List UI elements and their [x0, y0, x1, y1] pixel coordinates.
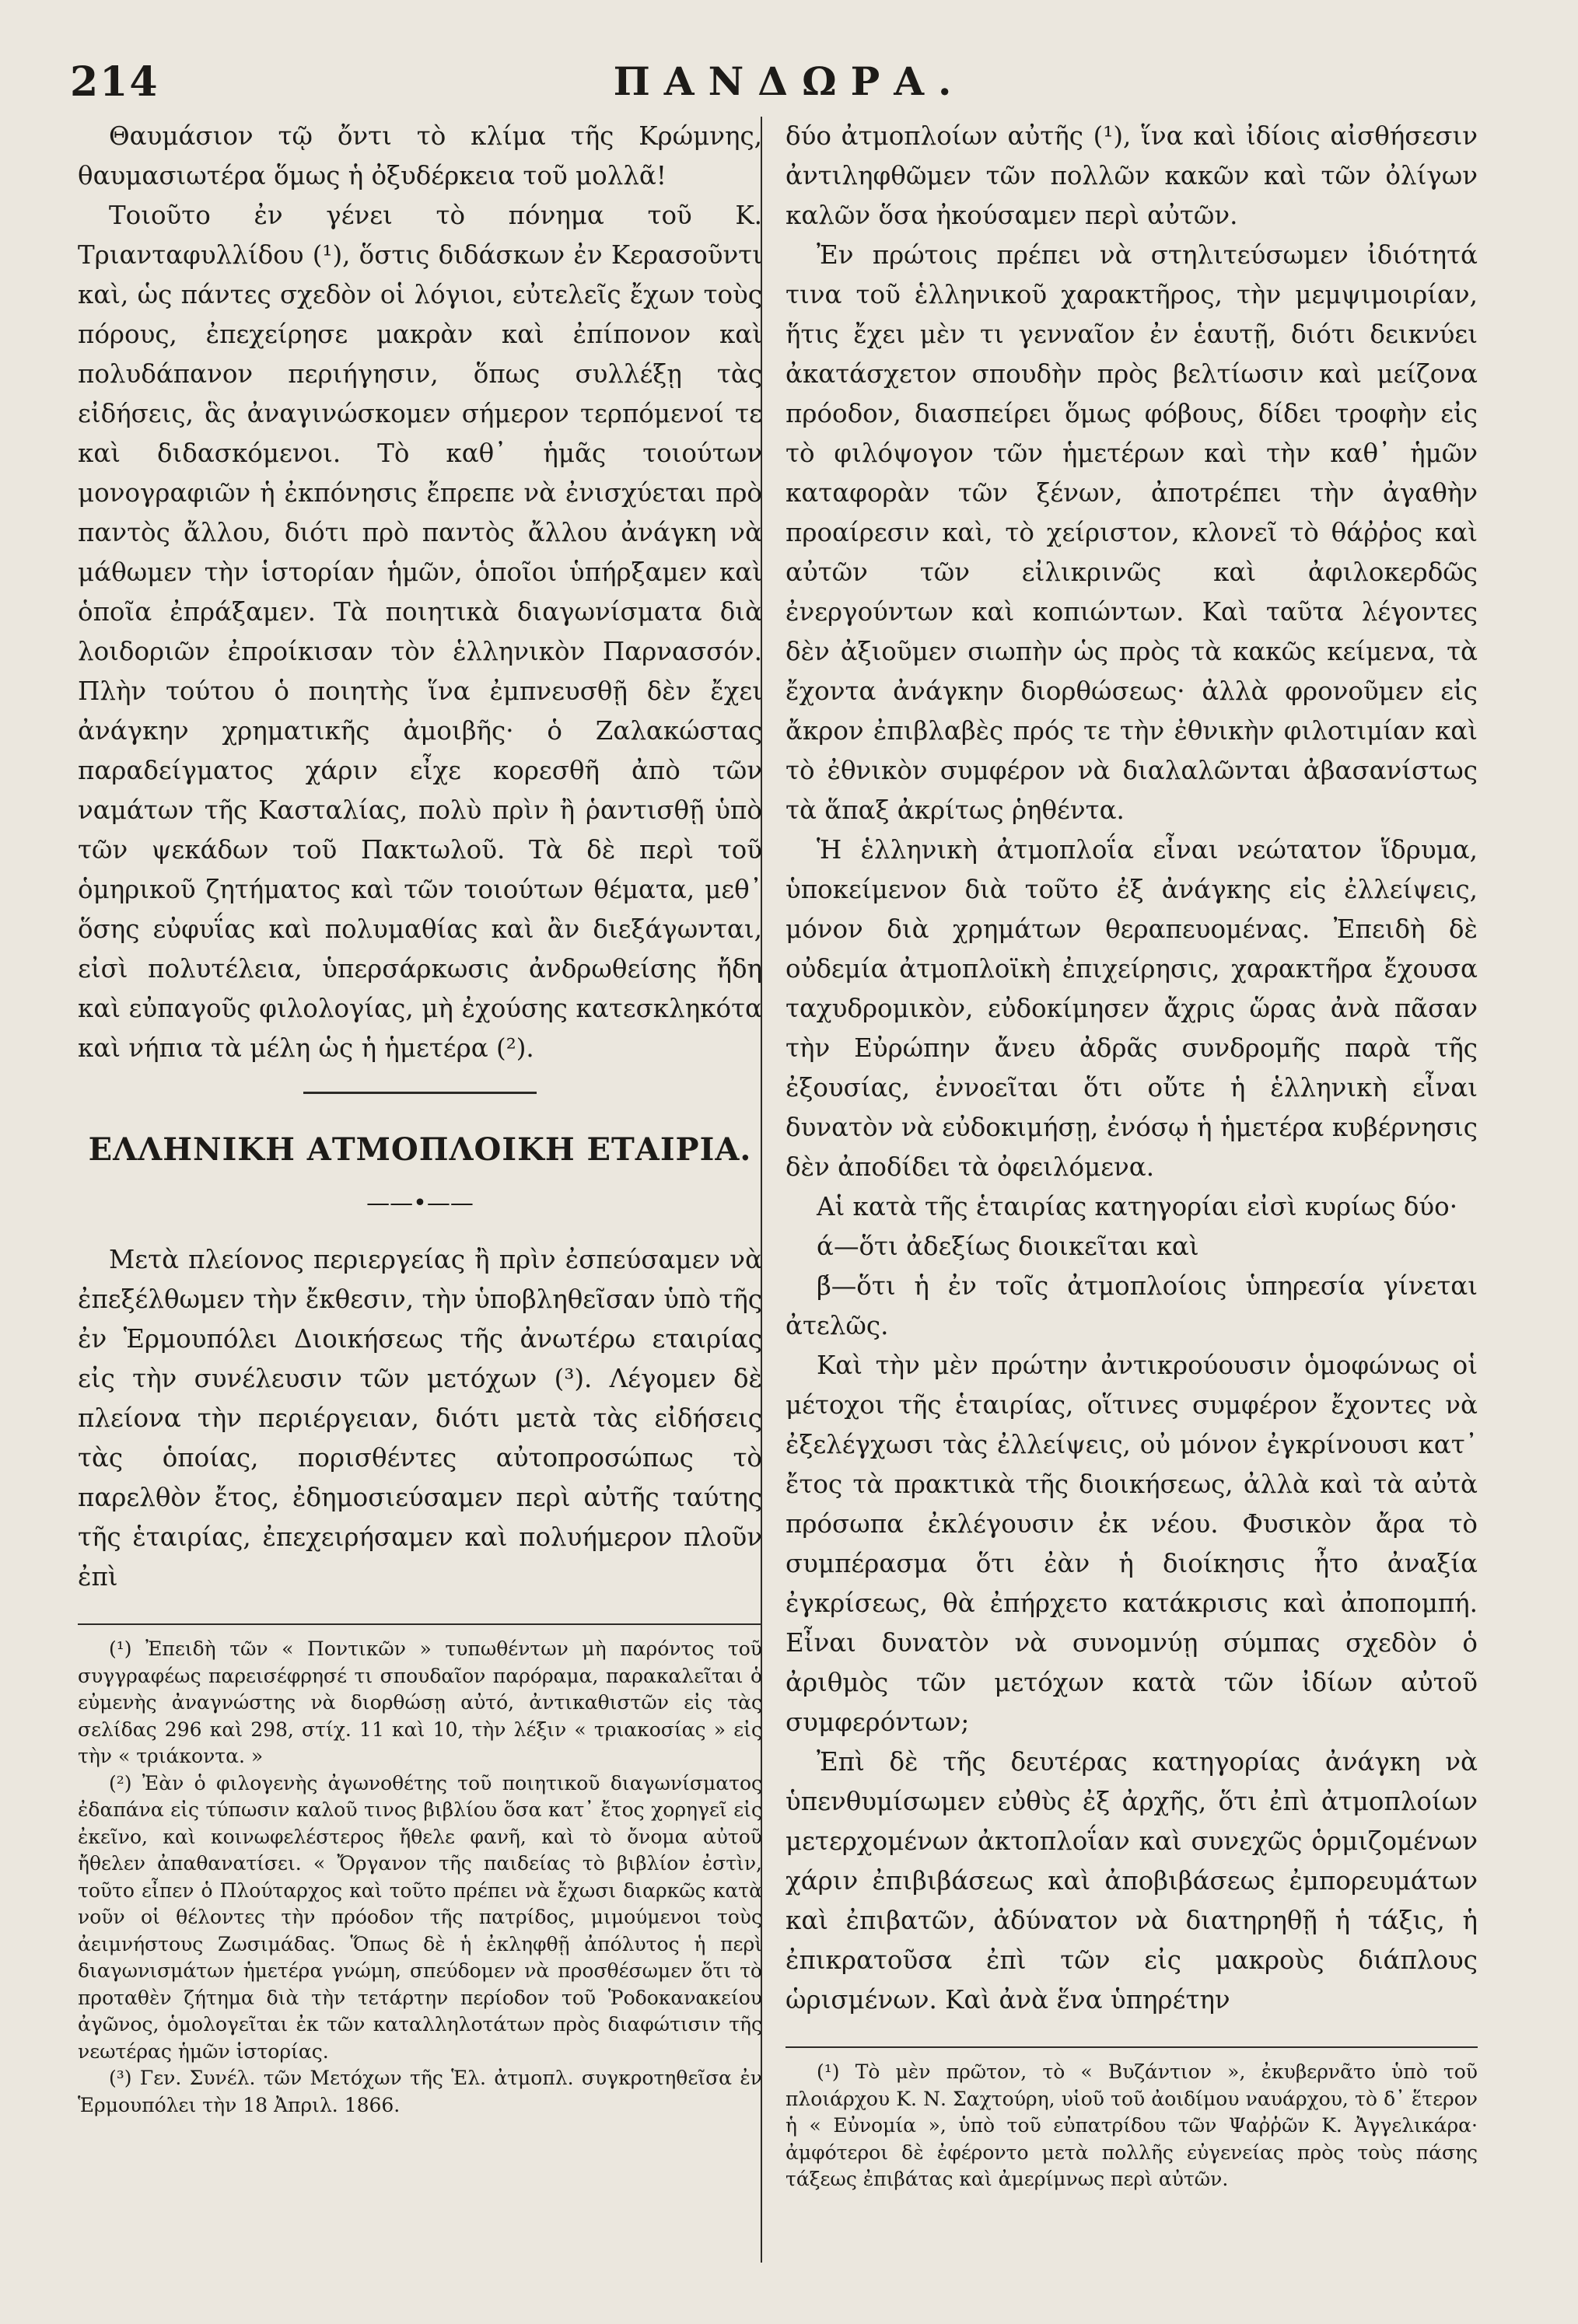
paragraph: Αἱ κατὰ τῆς ἑταιρίας κατηγορίαι εἰσὶ κυρίως δύο· — [817, 1192, 1458, 1221]
paragraph: Καὶ τὴν μὲν πρώτην ἀντικρούουσιν ὁμοφώνως οἱ μέτοχοι τῆς ἑταιρίας, οἵτινες συμφέρον ἔχοντες νὰ ἐξελέγχωσι τὰς ἐλλείψεις, οὐ μόνον ἐγκρίνουσι κατ᾽ ἔτος τὰ πρακτικὰ τῆς διοικήσεως, ἀλλὰ καὶ τὰ αὐτὰ πρόσωπα ἐκλέγουσιν ἐκ νέου. Φυσικὸν ἄρα τὸ συμπέρασμα ὅτι ἐὰν ἡ διοίκησις ἦτο ἀναξία ἐγκρίσεως, θὰ ἐπήρχετο κατάκρισις καὶ ἀποπομπή. Εἶναι δυνατὸν νὰ συνομνύῃ σύμπας σχεδὸν ὁ ἀριθμὸς τῶν μετόχων κατὰ τῶν ἰδίων αὐτοῦ συμφερόντων; — [786, 1351, 1478, 1737]
running-title: ΠΑΝΔΩΡΑ. — [613, 58, 966, 104]
section-title: ΕΛΛΗΝΙΚΗ ΑΤΜΟΠΛΟΙΚΗ ΕΤΑΙΡΙΑ. — [88, 1131, 752, 1168]
footnote: (²) Ἐὰν ὁ φιλογενὴς ἀγωνοθέτης τοῦ ποιητικοῦ διαγωνίσματος ἐδαπάνα εἰς τύπωσιν καλοῦ τινος βιβλίου ὅσα κατ᾽ ἔτος χορηγεῖ εἰς ἐκεῖνο, καὶ κοινωφελέστερος ἤθελε φανῆ, καὶ τὸ ὄνομα αὐτοῦ ἤθελεν ἀπαθανατίσει. « Ὄργανον τῆς παιδείας τὸ βιβλίον ἐστὶν, τοῦτο εἶπεν ὁ Πλούταρχος καὶ τοῦτο πρέπει νὰ ἔχωσι διαρκῶς κατὰ νοῦν οἱ θέλοντες τὴν πρόοδον τῆς πατρίδος, μιμούμενοι τοὺς ἀειμνήστους Ζωσιμάδας. Ὅπως δὲ ἡ ἐκληφθῇ ἀπόλυτος ἡ περὶ διαγωνισμάτων ἡμετέρα γνώμη, σπεύδομεν νὰ προσθέσωμεν ὅτι τὸ προταθὲν ζήτημα διὰ τὴν τετάρτην περίοδον τοῦ Ῥοδοκανακείου ἀγῶνος, ὁμολογεῖται ἐκ τῶν καταλληλοτάτων πρὸς διαφώτισιν τῆς νεωτέρας ἡμῶν ἱστορίας. — [78, 1771, 762, 2063]
list-item: ά—ὅτι ἀδεξίως διοικεῖται καὶ — [817, 1232, 1199, 1261]
page-number: 214 — [70, 58, 159, 106]
footnote: (¹) Ἐπειδὴ τῶν « Ποντικῶν » τυπωθέντων μὴ παρόντος τοῦ συγγραφέως παρεισέφρησέ τι σπουδαῖον παρόραμα, παρακαλεῖται ὁ εὐμενὴς ἀναγνώστης νὰ διορθώσῃ αὐτό, ἀντικαθιστῶν εἰς τὰς σελίδας 296 καὶ 298, στίχ. 11 καὶ 10, τὴν λέξιν « τριακοσίας » εἰς τὴν « τριάκοντα. » — [78, 1637, 762, 1767]
paragraph: Μετὰ πλείονος περιεργείας ἢ πρὶν ἐσπεύσαμεν νὰ ἐπεξέλθωμεν τὴν ἔκθεσιν, τὴν ὑποβληθεῖσαν ὑπὸ τῆς ἐν Ἑρμουπόλει Διοικήσεως τῆς ἀνωτέρω εταιρίας εἰς τὴν συνέλευσιν τῶν μετόχων (³). Λέγομεν δὲ πλείονα τὴν περιέργειαν, διότι μετὰ τὰς εἰδήσεις τὰς ὁποίας, πορισθέντες αὐτοπροσώπως τὸ παρελθὸν ἔτος, ἐδημοσιεύσαμεν περὶ αὐτῆς ταύτης τῆς ἑταιρίας, ἐπεχειρήσαμεν καὶ πολυήμερον πλοῦν ἐπὶ — [78, 1245, 762, 1592]
paragraph: Ἐπὶ δὲ τῆς δευτέρας κατηγορίας ἀνάγκη νὰ ὑπενθυμίσωμεν εὐθὺς ἐξ ἀρχῆς, ὅτι ἐπὶ ἀτμοπλοίων μετερχομένων ἀκτοπλοΐαν καὶ συνεχῶς ὁρμιζομένων χάριν ἐπιβιβάσεως καὶ ἀποβιβάσεως ἐμπορευμάτων καὶ ἐπιβατῶν, ἀδύνατον νὰ διατηρηθῇ ἡ τάξις, ἡ ἐπικρατοῦσα ἐπὶ τῶν εἰς μακροὺς διάπλους ὡρισμένων. Καὶ ἀνὰ ἕνα ὑπηρέτην — [786, 1747, 1478, 2015]
footnote: (¹) Τὸ μὲν πρῶτον, τὸ « Βυζάντιον », ἐκυβερνᾶτο ὑπὸ τοῦ πλοιάρχου Κ. Ν. Σαχτούρη, υἱοῦ τοῦ ἀοιδίμου ναυάρχου, τὸ δ᾽ ἕτερον ἡ « Εὐνομία », ὑπὸ τοῦ εὐπατρίδου τῶν Ψαῤῥῶν Κ. Ἀγγελικάρα· ἀμφότεροι δὲ ἐφέροντο μετὰ πολλῆς εὐγενείας πρὸς τοὺς πάσης τάξεως ἐπιβάτας καὶ ἀμερίμνως περὶ αὐτῶν. — [786, 2060, 1478, 2190]
left-column — [78, 117, 762, 2119]
right-column — [786, 117, 1478, 2193]
footnote: (³) Γεν. Συνέλ. τῶν Μετόχων τῆς Ἑλ. ἀτμοπλ. συγκροτηθεῖσα ἐν Ἑρμουπόλει τὴν 18 Ἀπριλ. 1866. — [78, 2067, 762, 2116]
list-item: β́—ὅτι ἡ ἐν τοῖς ἀτμοπλοίοις ὑπηρεσία γίνεται ἀτελῶς. — [786, 1271, 1478, 1340]
paragraph: Τοιοῦτο ἐν γένει τὸ πόνημα τοῦ Κ. Τριανταφυλλίδου (¹), ὅστις διδάσκων ἐν Κερασοῦντι καὶ, ὡς πάντες σχεδὸν οἱ λόγιοι, εὐτελεῖς ἔχων τοὺς πόρους, ἐπεχείρησε μακρὰν καὶ ἐπίπονον καὶ πολυδάπανον περιήγησιν, ὅπως συλλέξῃ τὰς εἰδήσεις, ἃς ἀναγινώσκομεν σήμερον τερπόμενοί τε καὶ διδασκόμενοι. Τὸ καθ᾽ ἡμᾶς τοιούτων μονογραφιῶν ἡ ἐκπόνησις ἔπρεπε νὰ ἐνισχύεται πρὸ παντὸς ἄλλου, διότι πρὸ παντὸς ἄλλου ἀνάγκη νὰ μάθωμεν τὴν ἱστορίαν ἡμῶν, ὁποῖοι ὑπήρξαμεν καὶ ὁποῖα ἐπράξαμεν. Τὰ ποιητικὰ διαγωνίσματα διὰ λοιδοριῶν ἐπροίκισαν τὸν ἑλληνικὸν Παρνασσόν. Πλὴν τούτου ὁ ποιητὴς ἵνα ἐμπνευσθῇ δὲν ἔχει ἀνάγκην χρηματικῆς ἀμοιβῆς· ὁ Ζαλακώστας παραδείγματος χάριν εἶχε κορεσθῆ ἀπὸ τῶν ναμάτων τῆς Κασταλίας, πολὺ πρὶν ἢ ῥαντισθῇ ὑπὸ τῶν ψεκάδων τοῦ Πακτωλοῦ. Τὰ δὲ περὶ τοῦ ὁμηρικοῦ ζητήματος καὶ τῶν τοιούτων θέματα, μεθ᾽ ὅσης εὐφυΐας καὶ πολυμαθίας καὶ ἂν διεξάγωνται, εἰσὶ πολυτέλεια, ὑπερσάρκωσις ἀνδρωθείσης ἤδη καὶ εὐπαγοῦς φιλολογίας, μὴ ἐχούσης κατεσκληκότα καὶ νήπια τὰ μέλη ὡς ἡ ἡμετέρα (²). — [78, 201, 762, 1063]
paragraph: Ἡ ἑλληνικὴ ἀτμοπλοΐα εἶναι νεώτατον ἵδρυμα, ὑποκείμενον διὰ τοῦτο ἐξ ἀνάγκης εἰς ἐλλείψεις, μόνον διὰ χρημάτων θεραπευομένας. Ἐπειδὴ δὲ οὐδεμία ἀτμοπλοϊκὴ ἐπιχείρησις, χαρακτῆρα ἔχουσα ταχυδρομικὸν, εὐδοκίμησεν ἄχρις ὥρας ἀνὰ πᾶσαν τὴν Εὐρώπην ἄνευ ἀδρᾶς συνδρομῆς παρὰ τῆς ἐξουσίας, ἐννοεῖται ὅτι οὔτε ἡ ἑλληνικὴ εἶναι δυνατὸν νὰ εὐδοκιμήσῃ, ἐνόσῳ ἡ ἡμετέρα κυβέρνησις δὲν ἀποδίδει τὰ ὀφειλόμενα. — [786, 835, 1478, 1182]
section-rule — [303, 1092, 537, 1094]
paragraph: Θαυμάσιον τῷ ὄντι τὸ κλίμα τῆς Κρώμνης, θαυμασιωτέρα ὅμως ἡ ὀξυδέρκεια τοῦ μολλᾶ! — [78, 121, 762, 190]
footnote-rule — [78, 1623, 762, 1625]
footnote-rule — [786, 2046, 1478, 2048]
page-header — [70, 58, 1509, 113]
paragraph: Ἐν πρώτοις πρέπει νὰ στηλιτεύσωμεν ἰδιότητά τινα τοῦ ἑλληνικοῦ χαρακτῆρος, τὴν μεμψιμοιρίαν, ἥτις ἔχει μὲν τι γενναῖον ἐν ἑαυτῇ, διότι δεικνύει ἀκατάσχετον σπουδὴν πρὸς βελτίωσιν καὶ μείζονα πρόοδον, διασπείρει ὅμως φόβους, δίδει τροφὴν εἰς τὸ φιλόψογον τῶν ἡμετέρων καὶ τὴν καθ᾽ ἡμῶν καταφορὰν τῶν ξένων, ἀποτρέπει τὴν ἀγαθὴν προαίρεσιν καὶ, τὸ χείριστον, κλονεῖ τὸ θάῤῥος καὶ αὐτῶν τῶν εἰλικρινῶς καὶ ἀφιλοκερδῶς ἐνεργούντων καὶ κοπιώντων. Καὶ ταῦτα λέγοντες δὲν ἀξιοῦμεν σιωπὴν ὡς πρὸς τὰ κακῶς κείμενα, τὰ ἔχοντα ἀνάγκην διορθώσεως· ἀλλὰ φρονοῦμεν εἰς ἄκρον ἐπιβλαβὲς πρός τε τὴν ἐθνικὴν φιλοτιμίαν καὶ τὸ ἐθνικὸν συμφέρον νὰ διαλαλῶνται ἀβασανίστως τὰ ἅπαξ ἀκρίτως ῥηθέντα. — [786, 240, 1478, 825]
ornament-divider: ——•—— — [366, 1190, 474, 1217]
paragraph: δύο ἀτμοπλοίων αὐτῆς (¹), ἵνα καὶ ἰδίοις αἰσθήσεσιν ἀντιληφθῶμεν τῶν πολλῶν κακῶν καὶ τῶν ὀλίγων καλῶν ὅσα ἠκούσαμεν περὶ αὐτῶν. — [786, 121, 1478, 230]
